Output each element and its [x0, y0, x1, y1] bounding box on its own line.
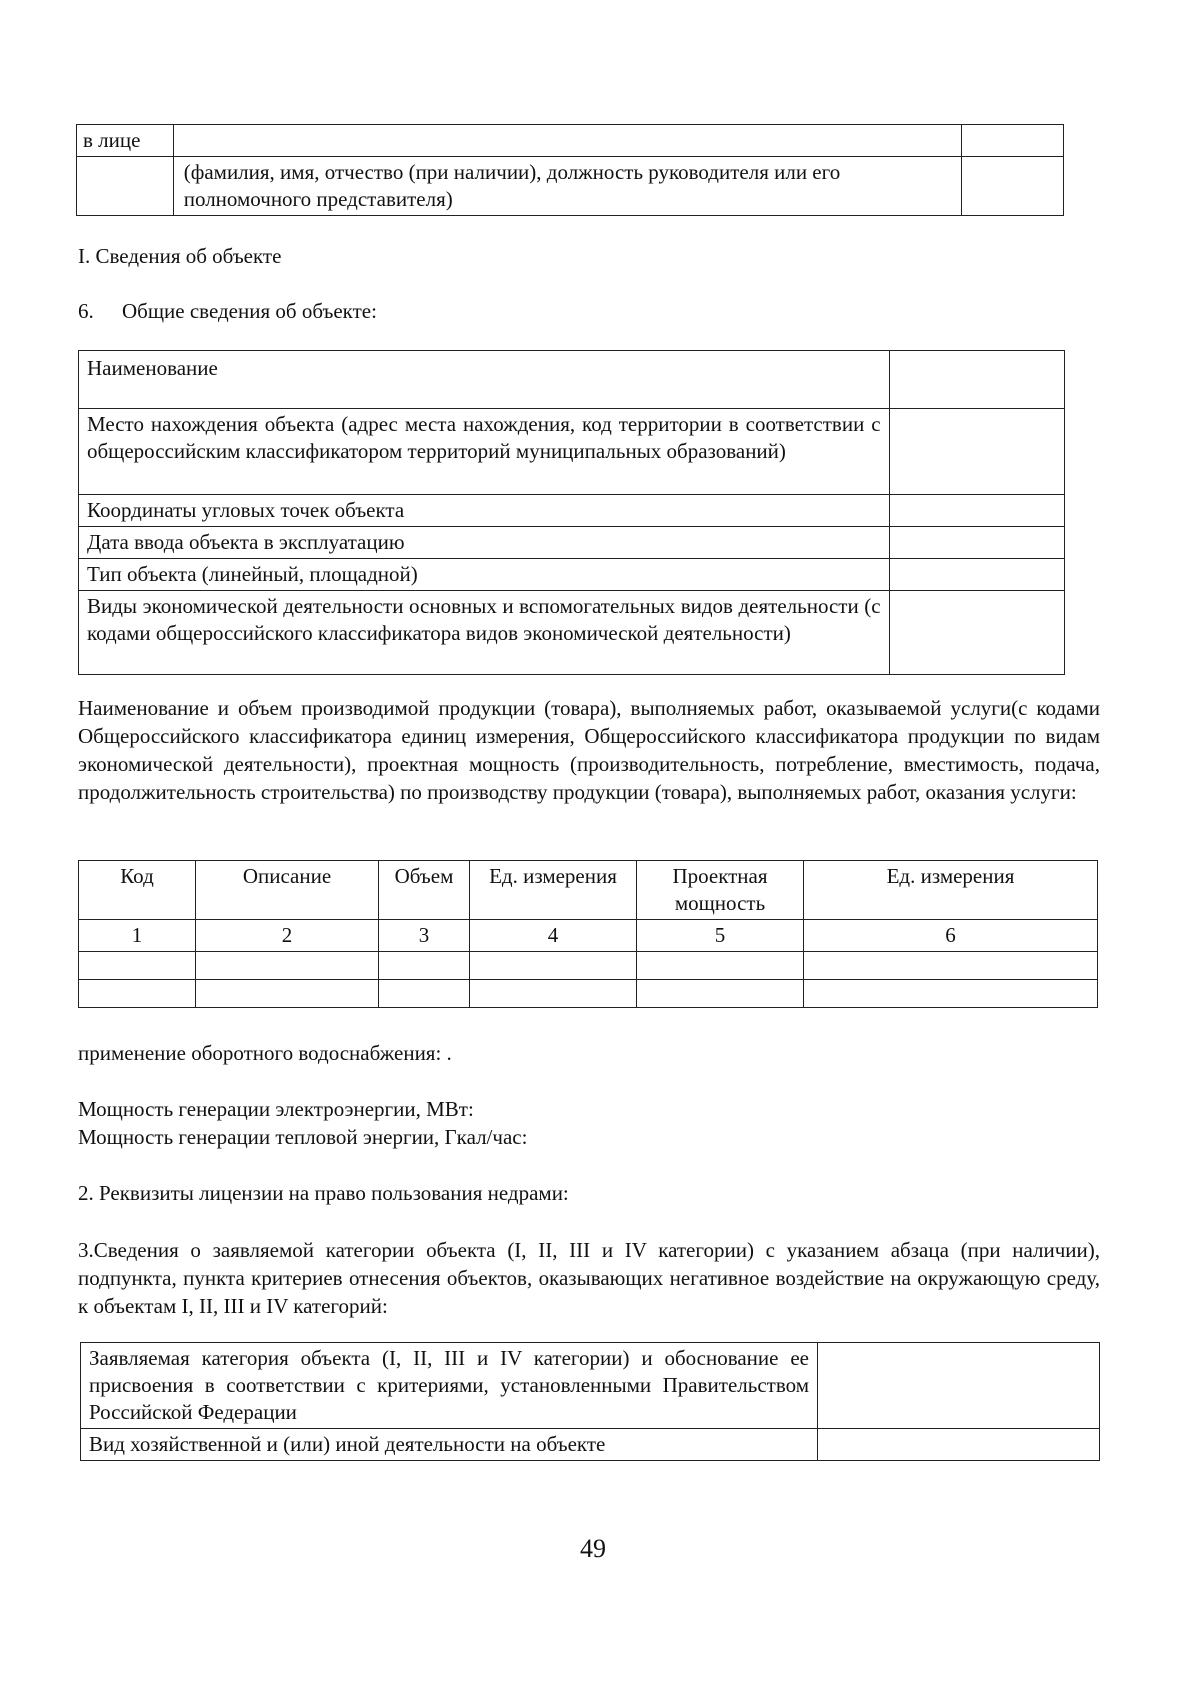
- electric-power-line: Мощность генерации электроэнергии, МВт:: [78, 1097, 474, 1121]
- production-empty-row: [79, 952, 1098, 980]
- production-col-number: 2: [196, 920, 379, 952]
- representative-empty-cell: [77, 157, 174, 216]
- production-cell[interactable]: [804, 980, 1098, 1008]
- category-table: [80, 1342, 1100, 1461]
- production-col-number: 3: [379, 920, 470, 952]
- production-header-code: Код: [79, 861, 196, 920]
- object-info-table: [78, 350, 1065, 675]
- production-col-number: 6: [804, 920, 1098, 952]
- object-location-label: Место нахождения объекта (адрес места нахождения, код территории в соответствии с общероссийским классификатором территорий муниципальных образований): [79, 409, 890, 495]
- object-location-value[interactable]: [889, 409, 1064, 495]
- activity-type-value[interactable]: [818, 1429, 1100, 1461]
- page-number: 49: [580, 1534, 606, 1563]
- general-info-heading: [78, 298, 377, 325]
- object-activity-label: Виды экономической деятельности основных и вспомогательных видов деятельности (с кодами общероссийского классификатора видов экономической деятельности): [79, 591, 890, 675]
- production-cell[interactable]: [196, 980, 379, 1008]
- representative-table: [76, 124, 1064, 216]
- production-cell[interactable]: [470, 952, 637, 980]
- license-line: 2. Реквизиты лицензии на право пользования недрами:: [78, 1181, 569, 1205]
- production-cell[interactable]: [637, 952, 804, 980]
- section-title: I. Сведения об объекте: [78, 244, 282, 268]
- object-type-label: Тип объекта (линейный, площадной): [79, 559, 890, 591]
- production-cell[interactable]: [637, 980, 804, 1008]
- production-header-volume: Объем: [379, 861, 470, 920]
- production-header-description: Описание: [196, 861, 379, 920]
- production-header-capacity: Проектная мощность: [637, 861, 804, 920]
- production-col-number: 4: [470, 920, 637, 952]
- representative-extra-field[interactable]: [961, 125, 1063, 157]
- heat-power-line: Мощность генерации тепловой энергии, Гкал/час:: [78, 1125, 528, 1149]
- production-cell[interactable]: [470, 980, 637, 1008]
- category-value[interactable]: [818, 1343, 1100, 1429]
- general-info-number: 6.: [78, 299, 94, 323]
- object-activity-value[interactable]: [889, 591, 1064, 675]
- representative-label: в лице: [77, 125, 174, 157]
- representative-hint: (фамилия, имя, отчество (при наличии), должность руководителя или его полномочного представителя): [173, 157, 961, 216]
- object-type-value[interactable]: [889, 559, 1064, 591]
- activity-type-label: Вид хозяйственной и (или) иной деятельности на объекте: [81, 1429, 818, 1461]
- category-paragraph: 3.Сведения о заявляемой категории объекта (I, II, III и IV категории) с указанием абзаца (при наличии), подпункта, пункта критериев отнесения объектов, оказывающих негативное воздействие на окружающую среду, к объектам I, II, III и IV категорий:: [78, 1238, 1100, 1318]
- category-label: Заявляемая категория объекта (I, II, III и IV категории) и обоснование ее присвоения в соответствии с критериями, установленными Правительством Российской Федерации: [81, 1343, 818, 1429]
- general-info-title: Общие сведения об объекте:: [122, 299, 377, 323]
- production-table: [78, 860, 1098, 1008]
- production-col-number: 5: [637, 920, 804, 952]
- production-header-capacity-unit: Ед. измерения: [804, 861, 1098, 920]
- production-cell[interactable]: [804, 952, 1098, 980]
- production-col-number: 1: [79, 920, 196, 952]
- production-paragraph: Наименование и объем производимой продукции (товара), выполняемых работ, оказываемой услуги(с кодами Общероссийского классификатора единиц измерения, Общероссийского классификатора продукции по видам экономической деятельности), проектная мощность (производительность, потребление, вместимость, подача, продолжительность строительства) по производству продукции (товара), выполняемых работ, оказания услуги:: [78, 696, 1100, 804]
- object-name-value[interactable]: [889, 351, 1064, 409]
- production-cell[interactable]: [79, 952, 196, 980]
- object-coordinates-value[interactable]: [889, 495, 1064, 527]
- object-coordinates-label: Координаты угловых точек объекта: [79, 495, 890, 527]
- production-cell[interactable]: [379, 952, 470, 980]
- object-name-label: Наименование: [79, 351, 890, 409]
- production-cell[interactable]: [379, 980, 470, 1008]
- production-header-unit: Ед. измерения: [470, 861, 637, 920]
- representative-extra-cell: [961, 157, 1063, 216]
- object-commission-date-label: Дата ввода объекта в эксплуатацию: [79, 527, 890, 559]
- representative-name-field[interactable]: [173, 125, 961, 157]
- water-supply-line: применение оборотного водоснабжения: .: [78, 1041, 452, 1065]
- production-empty-row: [79, 980, 1098, 1008]
- object-commission-date-value[interactable]: [889, 527, 1064, 559]
- production-cell[interactable]: [79, 980, 196, 1008]
- production-cell[interactable]: [196, 952, 379, 980]
